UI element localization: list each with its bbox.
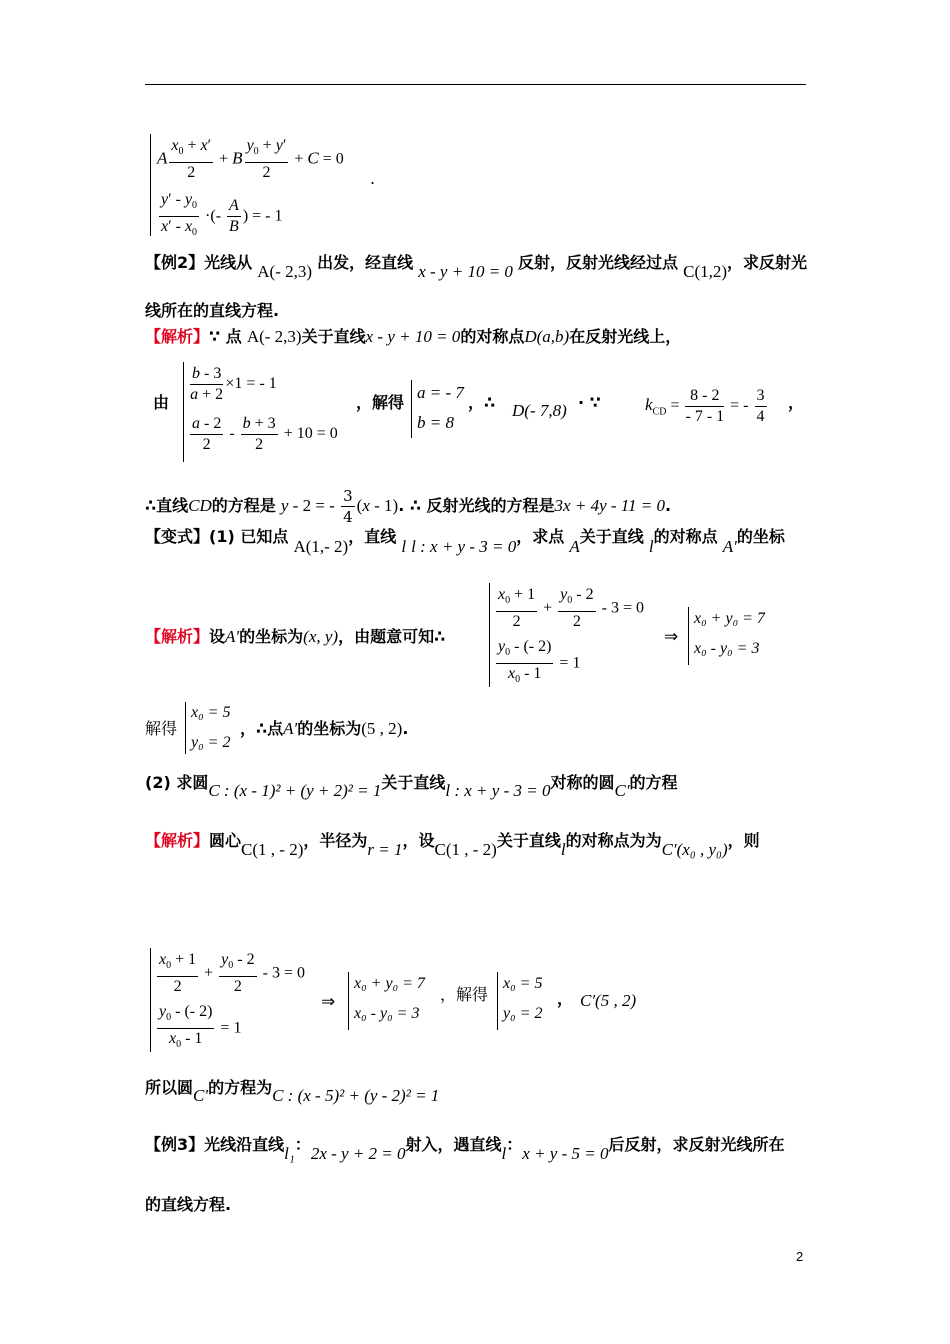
reflected-center: C′(5 , 2) <box>580 991 637 1010</box>
therefore-mark: ，∴ <box>468 393 496 412</box>
final-equation: 3x + 4y - 11 = 0 <box>554 496 665 515</box>
page-number: 2 <box>796 1249 804 1264</box>
system-4-row-1: $\frac{x_0 + 1}{2}$ + $\frac{y_0 - 2}{2}$ - 3 = 0 <box>159 951 305 996</box>
variant-2-line: (2) 求圆C : (x - 1)² + (y + 2)² = 1关于直线l : x + y - 3 = 0对称的圆C′的方程 <box>145 773 678 800</box>
solution-4-conclusion: 所以圆C′的方程为C : (x - 5)² + (y - 2)² = 1 <box>145 1078 440 1105</box>
solution-2-conclusion: ∴直线CD的方程是 y - 2 = - $\frac{3}{4}$ (x - 1). ∴ 反射光线的方程是3x + 4y - 11 = 0. <box>145 487 672 526</box>
example-2-line-2: 线所在的直线方程. <box>145 301 280 320</box>
point-c: C(1,2) <box>683 262 728 281</box>
system-brace <box>150 948 151 1052</box>
system-3-row-2: $\frac{y_0 - (- 2)}{x_0 - 1}$ = 1 <box>498 638 581 686</box>
system-brace <box>497 972 498 1030</box>
comma: ， <box>788 393 805 412</box>
solution-4-line-1: 【解析】圆心C(1 , - 2)，半径为r = 1，设C(1 , - 2)关于直线l的对称点为为C′(x₀ , y₀)，则 <box>145 831 760 859</box>
implies-arrow: ⇒ <box>664 627 679 646</box>
system-brace <box>185 702 186 754</box>
point-a: A(- 2,3) <box>257 262 313 281</box>
system-brace <box>489 583 490 687</box>
example-3-line-1: 【例3】光线沿直线l₁：2x - y + 2 = 0射入，遇直线l：x + y - 5 = 0后反射，求反射光线所在 <box>145 1135 785 1163</box>
reflected-circle-equation: C : (x - 5)² + (y - 2)² = 1 <box>272 1086 440 1105</box>
system-3-row-1: $\frac{x_0 + 1}{2}$ + $\frac{y_0 - 2}{2}$ - 3 = 0 <box>498 586 644 631</box>
example-3-line-2: 的直线方程. <box>145 1195 232 1214</box>
system-row-2: $\frac{y' - y_0}{x' - x_0}$ ·(- $\frac{A}{B}$ ) = - 1 <box>161 191 283 239</box>
analysis-tag: 【解析】 <box>145 327 210 346</box>
jiede-label: ，解得 <box>440 985 489 1004</box>
solution-2-line-1: 【解析】∵ 点 A(- 2,3)关于直线x - y + 10 = 0的对称点D(a,b)在反射光线上， <box>145 327 682 346</box>
system-brace <box>688 607 689 665</box>
system-end: . <box>370 169 376 188</box>
solution-a: a = - 7 <box>417 383 464 402</box>
system-2-row-2: $\frac{a - 2}{2}$ - $\frac{b + 3}{2}$ + 10 = 0 <box>192 415 338 453</box>
system-brace <box>348 972 349 1030</box>
x0-value: x₀ = 5 <box>191 704 231 721</box>
y0-value: y₀ = 2 <box>503 1005 543 1022</box>
system-brace <box>183 362 184 462</box>
sum-equation: x₀ + y₀ = 7 <box>694 610 765 627</box>
system-row-1: A $\frac{x_0 + x'}{2}$ + B $\frac{y_0 + y'}{2}$ + C = 0 <box>157 137 344 182</box>
solution-3-coord: ，∴点A′的坐标为(5 , 2). <box>240 719 409 738</box>
sum-equation: x₀ + y₀ = 7 <box>354 975 425 992</box>
circle-equation: C : (x - 1)² + (y + 2)² = 1 <box>208 781 382 800</box>
system-brace <box>150 134 151 236</box>
implies-arrow: ⇒ <box>321 992 336 1011</box>
example-2-line-1: 【例2】光线从 A(- 2,3) 出发，经直线 x - y + 10 = 0 反射，反射光线经过点 C(1,2)，求反射光 <box>145 253 808 281</box>
variant-tag: 【变式】 <box>145 527 210 546</box>
diff-equation: x₀ - y₀ = 3 <box>694 640 760 657</box>
jiede-label: ，解得 <box>356 393 405 412</box>
example-tag: 【例2】 <box>145 253 205 272</box>
y0-value: y₀ = 2 <box>191 734 231 751</box>
solution-3-result: 解得 <box>145 719 178 738</box>
solution-3-line: 【解析】设A′的坐标为(x, y)，由题意可知∴ <box>145 627 446 646</box>
variant-1-line: 【变式】(1) 已知点 A(1,- 2)，直线 l l : x + y - 3 = 0，求点 A关于直线 l的对称点 A′的坐标 <box>145 527 785 556</box>
x0-value: x₀ = 5 <box>503 975 543 992</box>
because-mark: · ∵ <box>578 393 601 412</box>
comma: ， <box>557 989 574 1008</box>
slope-cd: $k_{CD}$ = $\frac{8 - 2}{- 7 - 1}$ = - $\frac{3}{4}$ <box>645 387 765 425</box>
mirror-line: x - y + 10 = 0 <box>418 262 513 281</box>
solution-2-you: 由 <box>153 393 170 412</box>
diff-equation: x₀ - y₀ = 3 <box>354 1005 420 1022</box>
header-rule <box>145 84 806 85</box>
system-4-row-2: $\frac{y_0 - (- 2)}{x_0 - 1}$ = 1 <box>159 1003 242 1051</box>
system-2-row-1: $\frac{b - 3}{a + 2}$ ×1 = - 1 <box>190 365 277 403</box>
system-brace <box>411 380 412 438</box>
solution-b: b = 8 <box>417 413 454 432</box>
point-d: D(- 7,8) <box>512 401 567 420</box>
